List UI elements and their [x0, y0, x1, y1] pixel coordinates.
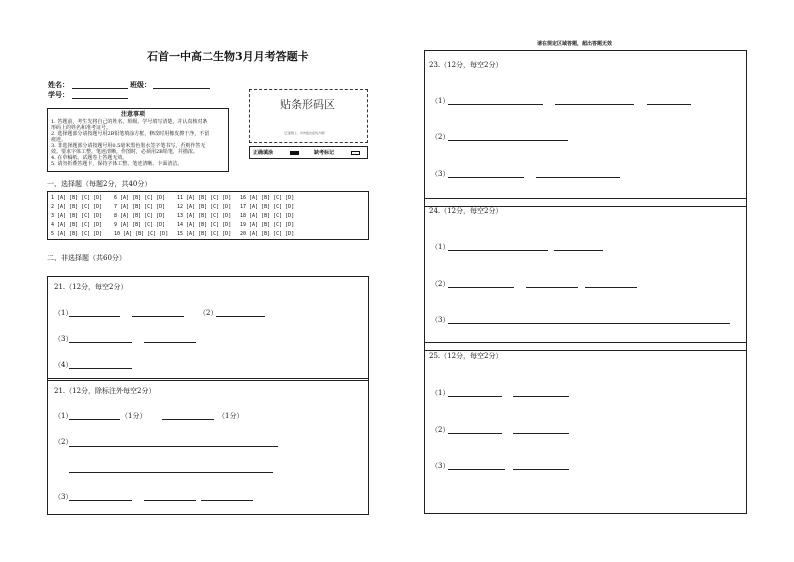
notice-line: 4. 在草稿纸、试题卷上答题无效。: [51, 155, 128, 161]
mcq-item[interactable]: 2 [A] [B] [C] [D]: [51, 204, 103, 210]
notice-box: [47, 108, 229, 172]
mcq-row: [51, 214, 303, 219]
answer-blank[interactable]: [448, 104, 543, 105]
mcq-item[interactable]: 10 [A] [B] [C] [D]: [114, 231, 169, 237]
class-field[interactable]: [153, 88, 210, 89]
page-title: 石首一中高二生物3月月考答题卡: [147, 50, 309, 63]
answer-blank[interactable]: [69, 368, 132, 369]
mcq-box: [47, 191, 369, 240]
score-note: （1分）: [218, 412, 244, 420]
blank-label: （2）: [431, 133, 450, 141]
answer-box-right: [424, 50, 747, 514]
answer-blank[interactable]: [448, 250, 548, 251]
answer-blank[interactable]: [513, 469, 569, 470]
class-label: 班级：: [130, 80, 151, 89]
blank-label: （3）: [431, 316, 450, 324]
notice-line: 5. 请勿折叠答题卡，保持字体工整、笔迹清晰、卡面清洁。: [51, 161, 183, 167]
answer-blank[interactable]: [536, 177, 620, 178]
answer-blank[interactable]: [555, 104, 634, 105]
mcq-item[interactable]: 13 [A] [B] [C] [D]: [177, 213, 232, 219]
question-title: 24.（12分，每空2分）: [429, 207, 503, 215]
answer-blank[interactable]: [513, 433, 569, 434]
mcq-item[interactable]: 9 [A] [B] [C] [D]: [114, 222, 166, 228]
notice-line: 2. 选择题部分请按题号用2B铅笔填涂方框，修改时用橡皮擦干净，不留: [51, 131, 210, 137]
mcq-item[interactable]: 15 [A] [B] [C] [D]: [177, 231, 232, 237]
student-id-field[interactable]: [72, 98, 128, 99]
mcq-item[interactable]: 6 [A] [B] [C] [D]: [114, 195, 166, 201]
barcode-title: 贴条形码区: [280, 98, 335, 111]
answer-blank[interactable]: [144, 500, 196, 501]
answer-blank[interactable]: [448, 396, 502, 397]
blank-label: （2）: [54, 438, 73, 446]
mcq-row: [51, 232, 303, 237]
mcq-row: [51, 223, 303, 228]
score-note: （1分）: [121, 412, 147, 420]
barcode-area: [249, 89, 368, 143]
mcq-item[interactable]: 16 [A] [B] [C] [D]: [240, 195, 295, 201]
answer-blank[interactable]: [216, 316, 265, 317]
mcq-item[interactable]: 12 [A] [B] [C] [D]: [177, 204, 232, 210]
notice-line: 效。要求字体工整、笔迹清晰。作图时，必须用2B铅笔，并描浓。: [51, 149, 198, 155]
answer-blank[interactable]: [647, 104, 691, 105]
notice-line: 痕迹。: [51, 137, 67, 143]
answer-blank[interactable]: [69, 500, 132, 501]
answer-blank[interactable]: [448, 469, 505, 470]
notice-line: 形码上的姓名和准考证号。: [51, 125, 112, 131]
blank-label: （3）: [54, 493, 73, 501]
answer-blank[interactable]: [144, 342, 196, 343]
blank-label: （4）: [54, 361, 73, 369]
marks-bar: [249, 146, 368, 159]
mcq-row: [51, 205, 303, 210]
top-notice: 请在规定区域答题，超出答题无效: [537, 41, 613, 47]
answer-blank[interactable]: [554, 250, 603, 251]
name-label: 姓名：: [48, 80, 69, 89]
blank-label: （2）: [199, 309, 218, 317]
answer-blank[interactable]: [69, 472, 273, 473]
name-field[interactable]: [72, 88, 128, 89]
answer-blank[interactable]: [513, 396, 569, 397]
answer-blank[interactable]: [132, 316, 184, 317]
answer-blank[interactable]: [201, 500, 253, 501]
section-divider: [47, 378, 369, 381]
section-divider: [424, 198, 747, 207]
mcq-item[interactable]: 4 [A] [B] [C] [D]: [51, 222, 103, 228]
section2-title: 二、非选择题（共60分）: [47, 254, 126, 262]
answer-blank[interactable]: [448, 140, 568, 141]
answer-blank[interactable]: [585, 287, 637, 288]
section1-title: 一、选择题（每题2分，共40分）: [47, 180, 152, 188]
question-title: 21.（12分，每空2分）: [54, 283, 128, 291]
blank-label: （3）: [431, 462, 450, 470]
barcode-subtitle: （正面朝上，切勿贴出虚线方框）: [282, 131, 328, 135]
mcq-item[interactable]: 19 [A] [B] [C] [D]: [240, 222, 295, 228]
mcq-item[interactable]: 20 [A] [B] [C] [D]: [240, 231, 295, 237]
mcq-row: [51, 196, 303, 201]
absent-mark-box[interactable]: [351, 151, 360, 155]
blank-label: （1）: [54, 309, 73, 317]
answer-blank[interactable]: [448, 323, 730, 324]
absent-mark-label: 缺考标记: [314, 150, 335, 156]
blank-label: （1）: [431, 243, 450, 251]
notice-title: 注意事项: [121, 111, 146, 118]
blank-label: （1）: [431, 97, 450, 105]
answer-blank[interactable]: [448, 177, 524, 178]
question-title: 21.（12分，除标注外每空2分）: [54, 387, 156, 395]
mcq-item[interactable]: 18 [A] [B] [C] [D]: [240, 213, 295, 219]
answer-blank[interactable]: [526, 287, 578, 288]
answer-blank[interactable]: [448, 287, 514, 288]
mcq-item[interactable]: 17 [A] [B] [C] [D]: [240, 204, 295, 210]
student-id-label: 学号：: [48, 90, 69, 99]
blank-label: （2）: [431, 426, 450, 434]
question-title: 25.（12分，每空2分）: [429, 352, 503, 360]
blank-label: （2）: [431, 280, 450, 288]
mcq-item[interactable]: 7 [A] [B] [C] [D]: [114, 204, 166, 210]
notice-line: 3. 非选择题部分请按题号用0.5毫米黑色墨水签字笔书写，否则作答无: [51, 143, 206, 149]
mcq-item[interactable]: 8 [A] [B] [C] [D]: [114, 213, 166, 219]
mcq-item[interactable]: 1 [A] [B] [C] [D]: [51, 195, 103, 201]
mcq-item[interactable]: 5 [A] [B] [C] [D]: [51, 231, 103, 237]
answer-blank[interactable]: [69, 419, 120, 420]
blank-label: （1）: [54, 412, 73, 420]
mcq-item[interactable]: 3 [A] [B] [C] [D]: [51, 213, 103, 219]
answer-blank[interactable]: [69, 446, 278, 447]
answer-blank[interactable]: [69, 316, 120, 317]
answer-blank[interactable]: [69, 342, 132, 343]
notice-line: 1. 答题前，考生先将自己的姓名、班级、学号填写清楚，并认真核对条: [51, 119, 208, 125]
blank-label: （3）: [54, 335, 73, 343]
blank-label: （3）: [431, 170, 450, 178]
blank-label: （1）: [431, 389, 450, 397]
answer-blank[interactable]: [162, 419, 214, 420]
section-divider: [424, 342, 747, 351]
mcq-item[interactable]: 11 [A] [B] [C] [D]: [177, 195, 232, 201]
correct-fill-label: 正确填涂: [253, 150, 274, 156]
answer-blank[interactable]: [448, 433, 502, 434]
filled-mark-icon: [290, 151, 299, 155]
mcq-item[interactable]: 14 [A] [B] [C] [D]: [177, 222, 232, 228]
question-title: 23.（12分，每空2分）: [429, 61, 503, 69]
